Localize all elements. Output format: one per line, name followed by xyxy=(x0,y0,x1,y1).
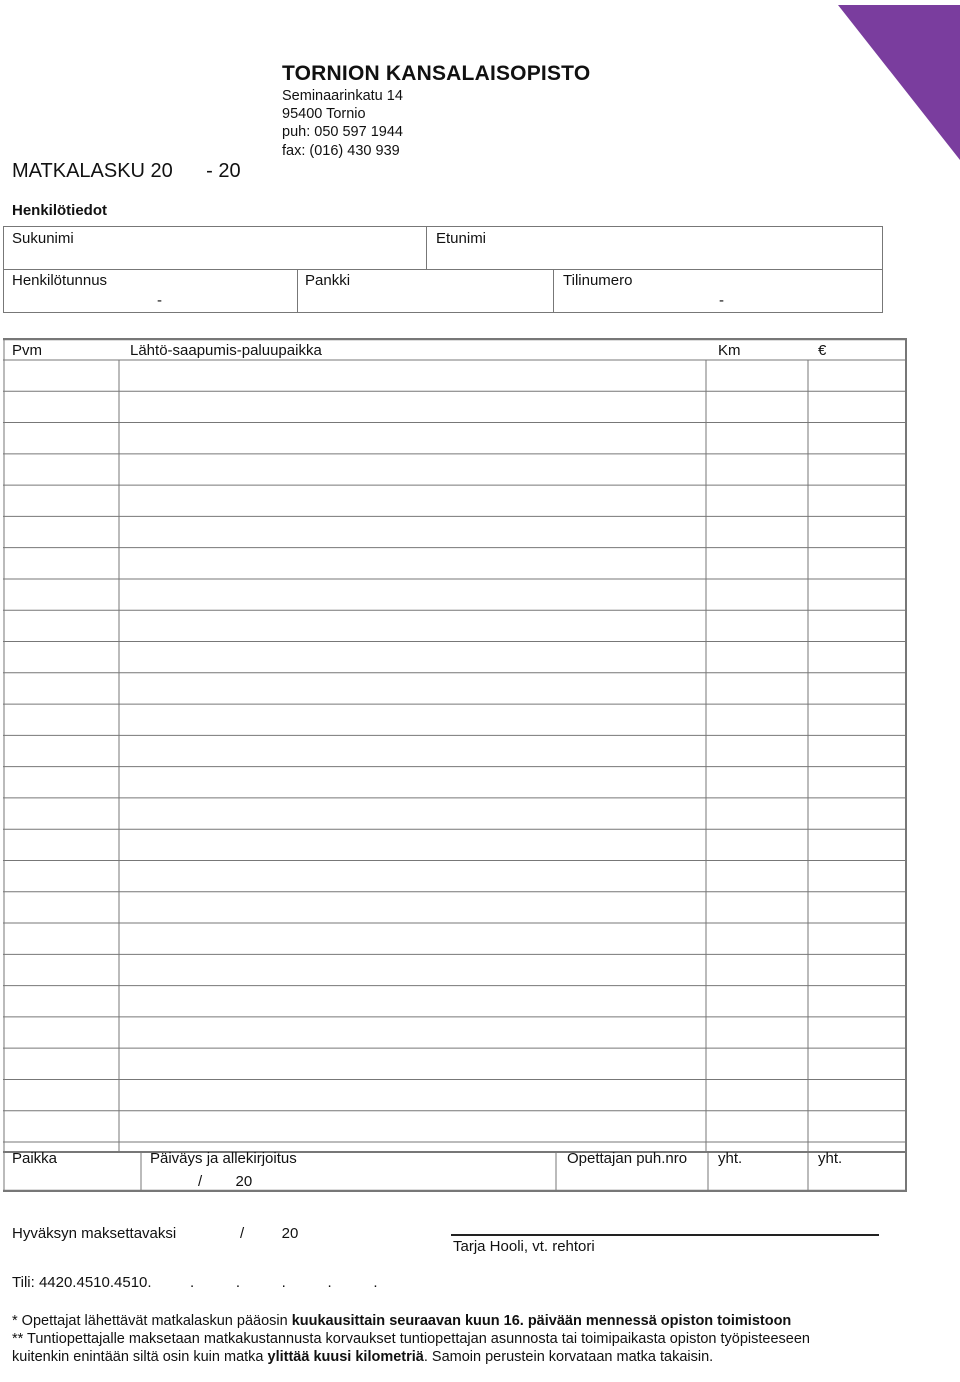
ssn-label: Henkilötunnus xyxy=(12,272,108,289)
ssn-field[interactable] xyxy=(4,290,296,310)
account-dash: - xyxy=(719,292,724,309)
teacher-phone-label: Opettajan puh.nro xyxy=(567,1150,688,1167)
account-code-dots: . . . . . xyxy=(190,1274,378,1291)
account-code: Tili: 4420.4510.4510. xyxy=(12,1274,152,1291)
address-line-street: Seminaarinkatu 14 xyxy=(282,88,403,104)
place-label: Paikka xyxy=(12,1150,58,1167)
col-header-route: Lähtö-saapumis-paluupaikka xyxy=(130,342,322,359)
address-line-city: 95400 Tornio xyxy=(282,106,366,122)
travel-table xyxy=(3,338,907,1192)
form-title: MATKALASKU 20 - 20 xyxy=(12,160,241,182)
signature-date-placeholder: / 20 xyxy=(198,1173,253,1190)
note-submission: * Opettajat lähettävät matkalaskun pääosin kuukausittain seuraavan kuun 16. päivään mennessä opiston toimistoon xyxy=(12,1313,792,1329)
col-header-date: Pvm xyxy=(12,342,42,359)
surname-label: Sukunimi xyxy=(12,230,74,247)
address-line-fax: fax: (016) 430 939 xyxy=(282,143,400,159)
address-line-phone: puh: 050 597 1944 xyxy=(282,124,403,140)
approver-name: Tarja Hooli, vt. rehtori xyxy=(453,1238,595,1255)
bank-field[interactable] xyxy=(298,290,552,310)
approval-signature-line[interactable] xyxy=(451,1234,879,1236)
col-header-euro: € xyxy=(818,342,827,359)
date-signature-label: Päiväys ja allekirjoitus xyxy=(150,1150,297,1167)
approval-date-placeholder: / 20 xyxy=(240,1225,299,1242)
corner-decoration xyxy=(830,0,960,170)
account-label: Tilinumero xyxy=(563,272,633,289)
total-euro-label: yht. xyxy=(818,1150,843,1167)
section-title-person: Henkilötiedot xyxy=(12,202,108,219)
ssn-dash: - xyxy=(157,292,162,309)
organization-name: TORNION KANSALAISOPISTO xyxy=(282,62,591,85)
approval-label: Hyväksyn maksettavaksi xyxy=(12,1225,177,1242)
firstname-field[interactable] xyxy=(427,248,881,268)
total-km-label: yht. xyxy=(718,1150,743,1167)
surname-field[interactable] xyxy=(4,248,425,268)
firstname-label: Etunimi xyxy=(436,230,487,247)
col-header-km: Km xyxy=(718,342,741,359)
bank-label: Pankki xyxy=(305,272,351,289)
note-compensation: ** Tuntiopettajalle maksetaan matkakustannusta korvaukset tuntiopettajan asunnosta tai toimipaikasta opiston työpisteeseen kuitenkin enintään siltä osin kuin matka ylittää kuusi kilometriä. Samoin perustein korvataan matka takaisin. xyxy=(12,1331,810,1365)
account-field[interactable] xyxy=(554,290,881,310)
